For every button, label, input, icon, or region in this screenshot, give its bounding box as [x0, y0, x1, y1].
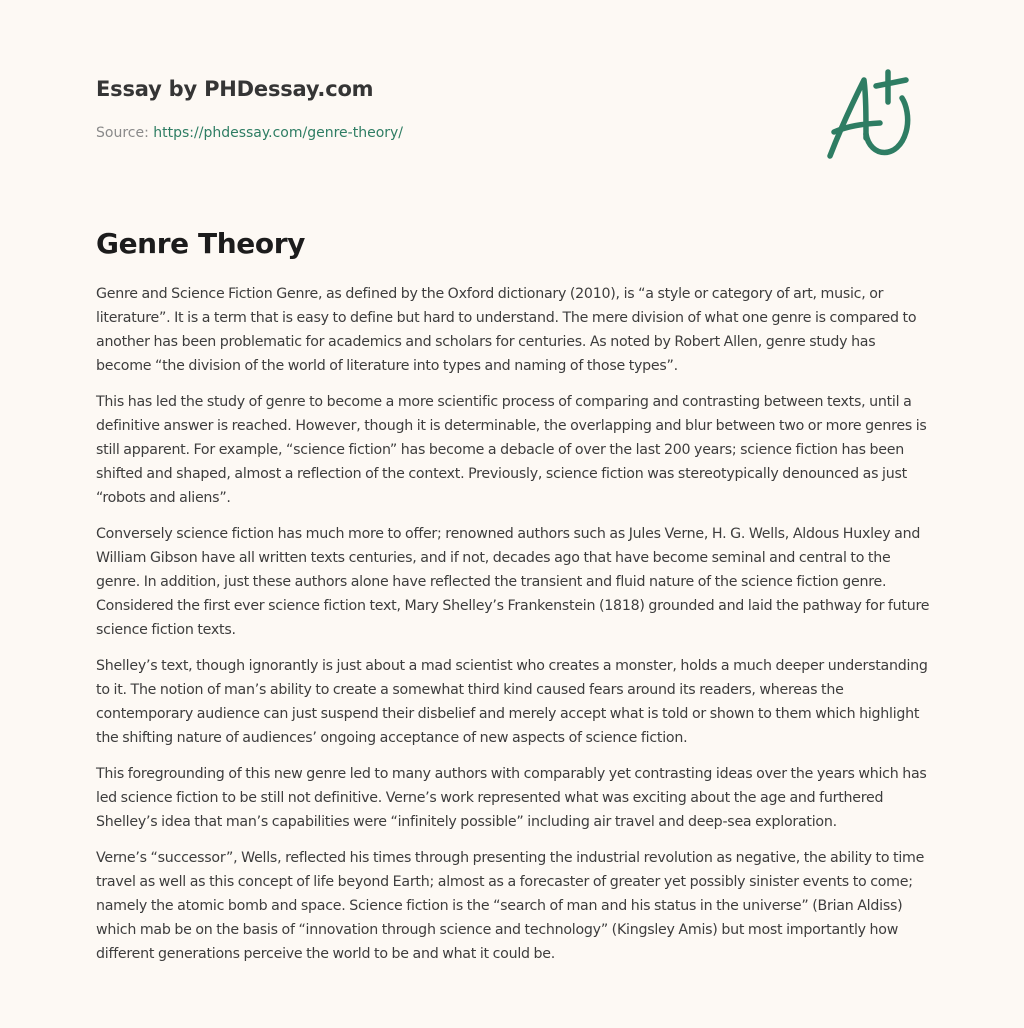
site-title: Essay by PHDessay.com [96, 77, 374, 101]
source-link[interactable]: https://phdessay.com/genre-theory/ [153, 125, 404, 141]
paragraph-4: Shelley’s text, though ignorantly is just about a mad scientist who creates a monster, holds a much deeper understanding to it. The notion of man’s ability to create a somewhat third kind caused fears around its readers, whereas the contemporary audience can just suspend their disbelief and merely accept what is told or shown to them which highlight the shifting nature of audiences’ ongoing acceptance of new aspects of science fiction. [96, 658, 928, 746]
a-plus-grade-icon [822, 68, 932, 164]
source-label: Source: [96, 125, 154, 141]
page-title: Genre Theory [96, 227, 305, 260]
paragraph-3: Conversely science fiction has much more to offer; renowned authors such as Jules Verne, H. G. Wells, Aldous Huxley and William Gibson have all written texts centuries, and if not, decades ago that have become seminal and central to the genre. In addition, just these authors alone have reflected the transient and fluid nature of the science fiction genre. Considered the first ever science fiction text, Mary Shelley’s Frankenstein (1818) grounded and laid the pathway for future science fiction texts. [96, 526, 930, 638]
paragraph-2: This has led the study of genre to become a more scientific process of comparing and contrasting between texts, until a definitive answer is reached. However, though it is determinable, the overlapping and blur between two or more genres is still apparent. For example, “science fiction” has become a debacle of over the last 200 years; science fiction has been shifted and shaped, almost a reflection of the context. Previously, science fiction was stereotypically denounced as just “robots and aliens”. [96, 394, 927, 506]
paragraph-1: Genre and Science Fiction Genre, as defined by the Oxford dictionary (2010), is “a style or category of art, music, or literature”. It is a term that is easy to define but hard to understand. The mere division of what one genre is compared to another has been problematic for academics and scholars for centuries. As noted by Robert Allen, genre study has become “the division of the world of literature into types and naming of those types”. [96, 286, 917, 374]
article [96, 224, 934, 978]
paragraph-6: Verne’s “successor”, Wells, reflected his times through presenting the industrial revolution as negative, the ability to time travel as well as this concept of life beyond Earth; almost as a forecaster of greater yet possibly sinister events to come; namely the atomic bomb and space. Science fiction is the “search of man and his status in the universe” (Brian Aldiss) which mab be on the basis of “innovation through science and technology” (Kingsley Amis) but most importantly how different generations perceive the world to be and what it could be. [96, 850, 925, 962]
paragraph-5: This foregrounding of this new genre led to many authors with comparably yet contrasting ideas over the years which has led science fiction to be still not definitive. Verne’s work represented what was exciting about the age and furthered Shelley’s idea that man’s capabilities were “infinitely possible” including air travel and deep-sea exploration. [96, 766, 927, 830]
page-header [96, 74, 928, 143]
source-line [96, 123, 928, 143]
